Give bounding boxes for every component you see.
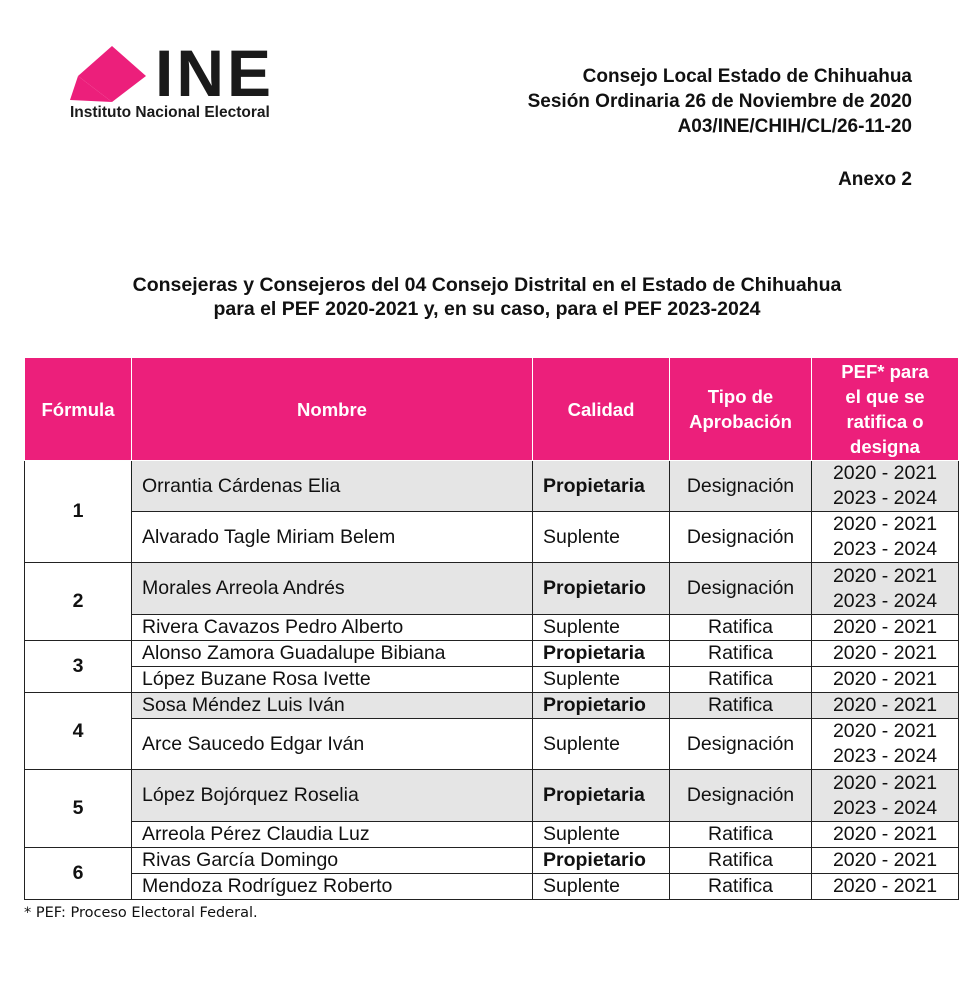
title-line-1: Consejeras y Consejeros del 04 Consejo Distrital en el Estado de Chihuahua [132,274,842,296]
calidad-cell: Propietaria [533,641,670,667]
formula-cell: 4 [25,693,132,770]
header-council: Consejo Local Estado de Chihuahua [582,66,912,87]
nombre-cell: López Bojórquez Roselia [132,770,533,822]
table-row [25,461,959,512]
pef-period: 2023 - 2024 [832,745,938,767]
header-session: Sesión Ordinaria 26 de Noviembre de 2020 [527,91,912,112]
pef-period: 2023 - 2024 [832,538,938,560]
logo-wordmark: INE [155,36,275,110]
header-pef-line-2: el que se [845,386,925,407]
table-row [25,822,959,848]
formula-cell: 6 [25,848,132,900]
pef-cell: 2020 - 2021 [812,822,959,848]
pef-period: 2020 - 2021 [832,513,938,535]
formula-cell: 5 [25,770,132,848]
tipo-cell: Ratifica [670,667,812,693]
pef-cell [812,512,959,563]
annex-label: Anexo 2 [838,169,912,190]
pef-period: 2023 - 2024 [832,589,938,612]
calidad-cell: Suplente [533,667,670,693]
table-header-row [25,358,959,461]
title-line-2: para el PEF 2020-2021 y, en su caso, para el PEF 2023-2024 [213,298,761,320]
tipo-cell: Ratifica [670,874,812,900]
header-agreement-code: A03/INE/CHIH/CL/26-11-20 [677,116,912,137]
nombre-cell: Orrantia Cárdenas Elia [132,461,533,512]
nombre-cell: Arreola Pérez Claudia Luz [132,822,533,848]
table-row [25,641,959,667]
pef-period: 2023 - 2024 [832,487,938,509]
tipo-cell: Ratifica [670,641,812,667]
pef-cell: 2020 - 2021 [812,848,959,874]
tipo-cell: Ratifica [670,848,812,874]
pef-period: 2020 - 2021 [832,720,938,742]
tipo-cell: Ratifica [670,693,812,719]
header-pef-line-3: ratifica o [846,411,924,432]
ine-diamond-icon [68,44,158,104]
tipo-cell: Designación [670,461,812,512]
header-pef [812,358,959,461]
header-pef-line-4: designa [850,436,920,457]
nombre-cell: Mendoza Rodríguez Roberto [132,874,533,900]
tipo-cell: Designación [670,770,812,822]
tipo-cell: Ratifica [670,822,812,848]
pef-cell [812,461,959,512]
table-row [25,848,959,874]
pef-period: 2023 - 2024 [832,796,938,819]
calidad-cell: Propietario [533,848,670,874]
calidad-cell: Suplente [533,512,670,563]
header-pef-line-1: PEF* para [841,361,929,382]
calidad-cell: Propietaria [533,770,670,822]
formula-cell: 1 [25,461,132,563]
tipo-cell: Designación [670,563,812,615]
nombre-cell: Morales Arreola Andrés [132,563,533,615]
nombre-cell: Rivas García Domingo [132,848,533,874]
table-row [25,615,959,641]
pef-cell: 2020 - 2021 [812,641,959,667]
header-tipo-line-2: Aprobación [689,411,792,432]
header-nombre: Nombre [132,358,533,461]
header-calidad: Calidad [533,358,670,461]
pef-period: 2020 - 2021 [832,771,938,794]
ine-logo [68,36,318,124]
pef-cell: 2020 - 2021 [812,874,959,900]
nombre-cell: Sosa Méndez Luis Iván [132,693,533,719]
calidad-cell: Propietaria [533,461,670,512]
formula-cell: 2 [25,563,132,641]
tipo-cell: Designación [670,719,812,770]
header-formula: Fórmula [25,358,132,461]
logo-subtitle: Instituto Nacional Electoral [70,104,270,121]
pef-cell: 2020 - 2021 [812,693,959,719]
pef-period: 2020 - 2021 [832,564,938,587]
document-title [0,273,974,321]
tipo-cell: Ratifica [670,615,812,641]
pef-cell: 2020 - 2021 [812,615,959,641]
calidad-cell: Suplente [533,874,670,900]
calidad-cell: Propietario [533,693,670,719]
formula-cell: 3 [25,641,132,693]
nombre-cell: López Buzane Rosa Ivette [132,667,533,693]
calidad-cell: Propietario [533,563,670,615]
tipo-cell: Designación [670,512,812,563]
pef-cell [812,719,959,770]
table-row [25,563,959,615]
document-header [528,64,912,139]
header-tipo-line-1: Tipo de [707,386,774,407]
pef-cell: 2020 - 2021 [812,667,959,693]
header-tipo [670,358,812,461]
table-row [25,874,959,900]
table-row [25,719,959,770]
calidad-cell: Suplente [533,615,670,641]
pef-cell [812,770,959,822]
table-row [25,693,959,719]
table-row [25,667,959,693]
nombre-cell: Arce Saucedo Edgar Iván [132,719,533,770]
nombre-cell: Alonso Zamora Guadalupe Bibiana [132,641,533,667]
footnote: * PEF: Proceso Electoral Federal. [24,905,258,921]
nombre-cell: Alvarado Tagle Miriam Belem [132,512,533,563]
nombre-cell: Rivera Cavazos Pedro Alberto [132,615,533,641]
pef-cell [812,563,959,615]
pef-period: 2020 - 2021 [832,462,938,484]
table-row [25,770,959,822]
table-row [25,512,959,563]
calidad-cell: Suplente [533,719,670,770]
councilors-table [24,357,959,900]
calidad-cell: Suplente [533,822,670,848]
